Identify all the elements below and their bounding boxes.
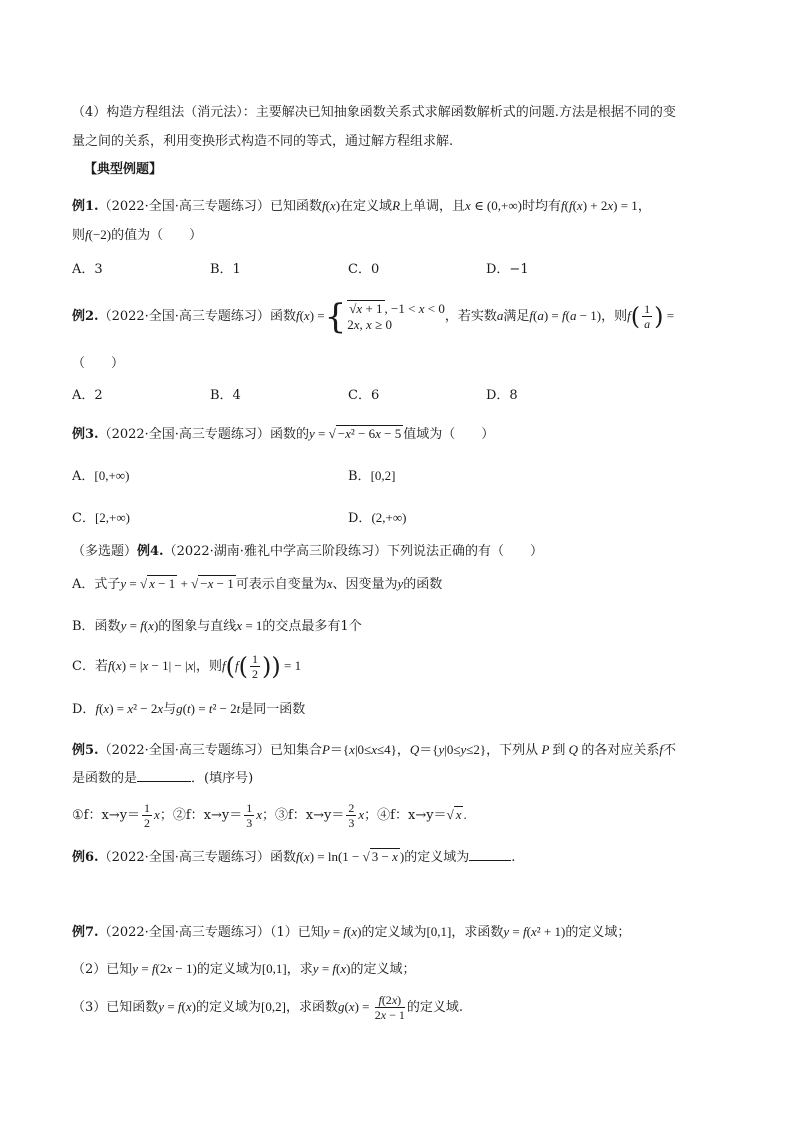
answer-blank-6[interactable] [469,848,511,861]
example-3-label: 例3. [72,427,99,442]
example-2-option-a[interactable]: A．2 [72,388,103,403]
example-2-option-c[interactable]: C．6 [348,388,380,403]
example-3-option-b[interactable]: B．[0,2] [348,468,396,484]
example-4-option-d[interactable]: D．f(x) = x² − 2x与g(t) = t² − 2t是同一函数 [72,701,306,717]
example-2-label: 例2. [72,309,99,324]
example-5-line2: 是函数的是 ．(填序号) [72,771,254,786]
example-3-option-a[interactable]: A．[0,+∞) [72,468,130,484]
example-2-paren: （ ） [72,356,125,371]
example-5-items: ①f：x→y＝ $\frac{1}{2}$ x；②f：x→y＝ $\frac{1}{3}$ x；③f：x→y＝ $\frac{2}{3}$ x；④f：x→y＝√ x . [72,801,467,830]
example-7-part2: （2）已知y = f(2x − 1)的定义域为[0,1]，求y = f(x)的定义域； [72,961,416,977]
section-title: 【典型例题】 [84,162,163,177]
example-1-option-a[interactable]: A．3 [72,262,103,277]
example-1-line2: 则f(−2)的值为（ ） [72,227,203,243]
method4-line2: 量之间的关系，利用变换形式构造不同的等式，通过解方程组求解. [72,134,454,149]
example-3-option-d[interactable]: D．(2,+∞) [348,510,407,526]
example-7-part1: 例7.（2022·全国·高三专题练习）（1）已知y = f(x)的定义域为[0,1]，求函数y = f(x² + 1)的定义域； [72,924,631,940]
example-2-option-b[interactable]: B．4 [210,388,241,403]
example-5-label: 例5. [72,743,99,758]
example-1-option-b[interactable]: B．1 [210,262,241,277]
example-5-line1: 例5.（2022·全国·高三专题练习）已知集合P＝{x|0≤x≤4}，Q＝{y|0≤y≤2}，下列从 P 到 Q 的各对应关系f不 [72,742,676,758]
answer-blank[interactable] [137,769,191,782]
example-1-option-c[interactable]: C．0 [348,262,380,277]
example-7-label: 例7. [72,925,99,940]
example-2-option-d[interactable]: D．8 [486,388,518,403]
example-6-label: 例6. [72,850,99,865]
example-1-label: 例1. [72,199,99,214]
example-2-line1: 例2.（2022·全国·高三专题练习）函数f(x) ={ √x + 1 , −1 < x < 0 2x, x ≥ 0 ，若实数a满足f(a) = f(a − 1)，则f( $\frac{1}{a}$ ) = [72,296,675,337]
example-6-line1: 例6.（2022·全国·高三专题练习）函数f(x) = ln(1 − √ 3 − x )的定义域为 . [72,849,516,865]
example-4-option-c[interactable]: C．若f(x) = |x − 1| − |x|，则f(f( $\frac{1}{2}$ )) = 1 [72,652,302,681]
example-4-option-b[interactable]: B．函数y = f(x)的图象与直线x = 1的交点最多有1个 [72,618,362,634]
example-3-option-c[interactable]: C．[2,+∞) [72,510,130,526]
example-4-label: 例4. [137,544,164,559]
method4-line1: （4）构造方程组法（消元法）：主要解决已知抽象函数关系式求解函数解析式的问题.方法是根据不同的变 [72,105,676,120]
example-1-line1: 例1.（2022·全国·高三专题练习）已知函数f(x)在定义域R上单调，且x ∈ (0,+∞)时均有f(f(x) + 2x) = 1， [72,198,651,214]
example-1-option-d[interactable]: D．−1 [486,262,529,277]
example-3-line1: 例3.（2022·全国·高三专题练习）函数的y = √ −x² − 6x − 5 值域为（ ） [72,426,495,442]
example-4-option-a[interactable]: A．式子y = √ x − 1 + √ −x − 1 可表示自变量为x、因变量为y的函数 [72,576,443,592]
example-7-part3: （3）已知函数y = f(x)的定义域为[0,2]，求函数g(x) = $\frac{f(2x)}{2x - 1}$ 的定义域. [72,993,463,1022]
example-4-line1: （多选题）例4.（2022·湖南·雅礼中学高三阶段练习）下列说法正确的有（ ） [72,544,543,559]
